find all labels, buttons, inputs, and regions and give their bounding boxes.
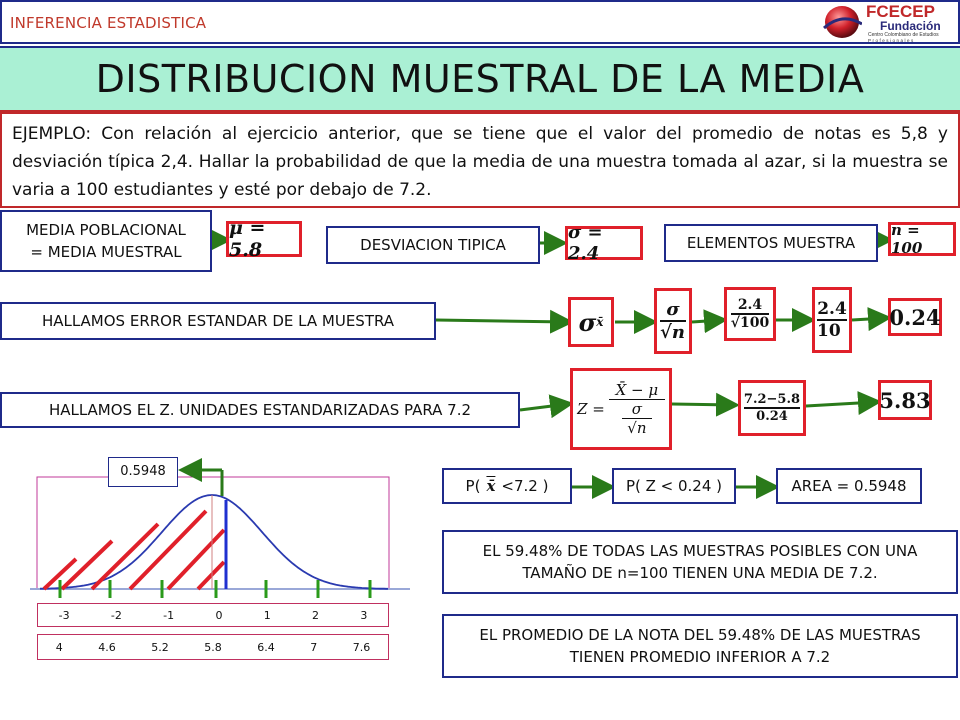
z-tick: -2 <box>110 608 122 622</box>
logo-line4: Profesionales <box>868 38 915 43</box>
z-num: X̄ − μ <box>615 381 659 399</box>
z-fraction <box>609 381 665 437</box>
note-box-1: EL 59.48% DE TODAS LAS MUESTRAS POSIBLES CON UNA TAMAÑO DE n=100 TIENEN UNA MEDIA DE 7.2. <box>442 530 958 594</box>
error-result-box: 0.24 <box>888 298 942 336</box>
x-tick: 7.6 <box>352 640 371 654</box>
z-tick: 1 <box>263 608 271 622</box>
prob-xbar-symbol: x̄ <box>486 477 496 495</box>
prob-xbar-box <box>442 468 572 504</box>
z-f-den: 0.24 <box>744 407 800 424</box>
z-den-num: σ <box>609 399 665 418</box>
media-label-1: MEDIA POBLACIONAL <box>26 221 186 239</box>
arrow-z-3 <box>806 402 876 406</box>
x-tick: 5.2 <box>151 640 169 654</box>
sigma-value-box: σ = 2.4 <box>565 226 643 260</box>
sigma-xbar-box <box>568 297 614 347</box>
f1-den: √n <box>660 322 685 343</box>
z-formula-box <box>570 368 672 450</box>
z-den-den: √n <box>622 418 652 437</box>
f1-num: σ <box>666 299 680 320</box>
logo-name: FCECEP <box>866 2 935 21</box>
desviacion-label-box: DESVIACION TIPICA <box>326 226 540 264</box>
sigma-xbar-symbol: σ <box>578 307 597 337</box>
note-box-2: EL PROMEDIO DE LA NOTA DEL 59.48% DE LAS MUESTRAS TIENEN PROMEDIO INFERIOR A 7.2 <box>442 614 958 678</box>
f3-num: 2.4 <box>817 299 847 319</box>
example-text: EJEMPLO: Con relación al ejercicio anterior, que se tiene que el valor del promedio de notas es 5,8 y desviación típica 2,4. Hallar la probabilidad de que la media de una muestra tomada al azar, si la muestra se varia a 100 estudiantes y esté por debajo de 7.2. <box>0 112 960 208</box>
x-tick: 6.4 <box>257 640 275 654</box>
z-label-box: HALLAMOS EL Z. UNIDADES ESTANDARIZADAS PARA 7.2 <box>0 392 520 428</box>
hatch-line <box>92 524 158 589</box>
z-result-box: 5.83 <box>878 380 932 420</box>
z-tick-row <box>37 603 389 627</box>
z-tick: -1 <box>163 608 175 622</box>
page-title: DISTRIBUCION MUESTRAL DE LA MEDIA <box>0 46 960 112</box>
z-tick: 0 <box>215 608 223 622</box>
prob-area-box: AREA = 0.5948 <box>776 468 922 504</box>
formula-sigma-sqrt-n <box>654 288 692 354</box>
arrow-error-5 <box>852 318 886 320</box>
x-tick: 4 <box>55 640 63 654</box>
f2-num: 2.4 <box>737 297 763 313</box>
f2-den: √100 <box>730 315 770 331</box>
x-tick: 4.6 <box>98 640 116 654</box>
z-tick: 3 <box>360 608 368 622</box>
prob-p1-prefix: P( <box>465 477 481 495</box>
z-tick: 2 <box>312 608 320 622</box>
logo-line3: Centro Colombiano de Estudios <box>868 32 939 38</box>
media-label-2: = MEDIA MUESTRAL <box>30 243 182 261</box>
arrow-error-3 <box>692 320 722 322</box>
x-tick: 5.8 <box>204 640 222 654</box>
z-lhs: Z = <box>577 400 605 418</box>
prob-p1-suffix: <7.2 ) <box>501 477 549 495</box>
error-estandar-label: HALLAMOS ERROR ESTANDAR DE LA MUESTRA <box>0 302 436 340</box>
prob-z-box: P( Z < 0.24 ) <box>612 468 736 504</box>
arrow-z-2 <box>672 404 734 405</box>
formula-24-sqrt100 <box>724 287 776 341</box>
hatch-line <box>198 562 224 589</box>
area-value-label: 0.5948 <box>108 457 178 487</box>
course-title: INFERENCIA ESTADISTICA <box>10 14 207 32</box>
shaded-area-hatch <box>44 511 224 589</box>
x-tick-row <box>37 634 389 660</box>
sigma-xbar-sub: x̄ <box>596 315 604 329</box>
arrow-error-1 <box>436 320 568 322</box>
mu-value-box: μ = 5.8 <box>226 221 302 257</box>
z-f-num: 7.2−5.8 <box>743 392 801 407</box>
z-numeric-fraction <box>738 380 806 436</box>
hatch-line <box>130 511 206 589</box>
f3-den: 10 <box>817 319 847 341</box>
formula-24-10 <box>812 287 852 353</box>
media-label-box <box>0 210 212 272</box>
z-tick: -3 <box>58 608 70 622</box>
arrow-z-1 <box>520 404 568 410</box>
normal-curve-chart <box>30 470 410 598</box>
x-tick: 7 <box>310 640 318 654</box>
elementos-label-box: ELEMENTOS MUESTRA <box>664 224 878 262</box>
n-value-box: n = 100 <box>888 222 956 256</box>
logo-sub: Fundación <box>880 19 941 33</box>
